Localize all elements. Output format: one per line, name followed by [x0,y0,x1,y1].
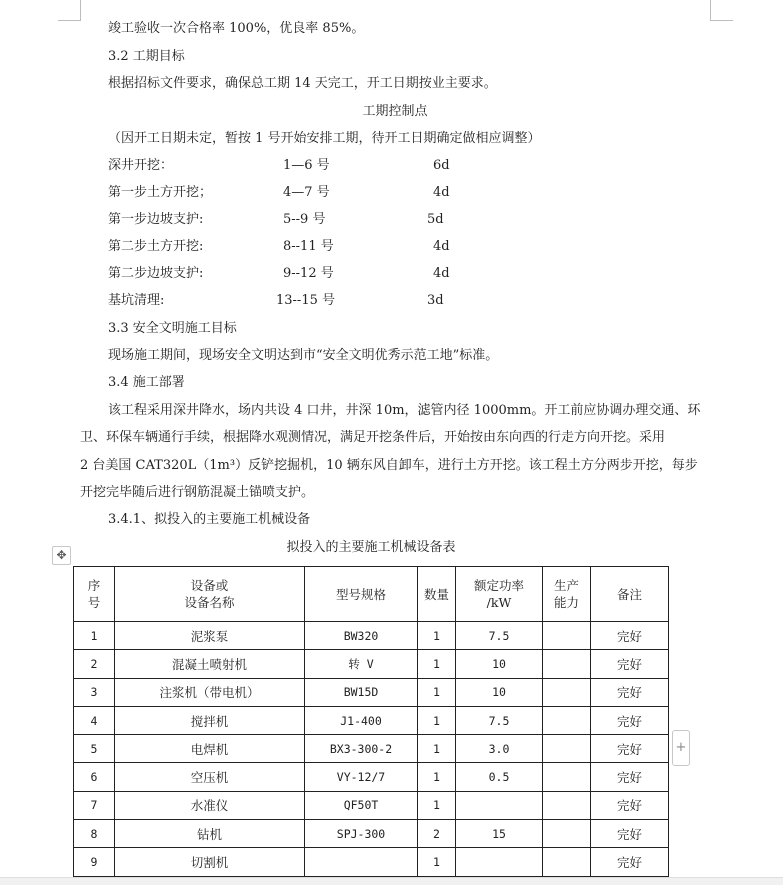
schedule-days: 1—6 号 [283,158,330,173]
cell-name: 切割机 [115,848,305,876]
heading-deployment: 3.4 施工部署 [108,375,185,390]
cell-no: 8 [74,820,115,848]
schedule-days: 4—7 号 [283,185,330,200]
cell-remark: 完好 [591,706,669,734]
cell-capacity [543,706,591,734]
cell-name: 水准仪 [115,791,305,819]
cell-qty: 1 [418,706,456,734]
table-row [74,848,669,876]
cell-remark: 完好 [591,763,669,791]
col-header-model: 型号规格 [305,567,418,622]
col-header-no: 序 号 [74,567,115,622]
deployment-paragraph-line: 2 台美国 CAT320L（1m³）反铲挖掘机，10 辆东风自卸车，进行土方开挖。该工程土方分两步开挖，每步 [80,458,698,473]
cell-capacity [543,820,591,848]
cell-power: 10 [456,678,543,706]
cell-no: 2 [74,650,115,678]
table-row [74,763,669,791]
cell-remark: 完好 [591,848,669,876]
cell-model: VY-12/7 [305,763,418,791]
cell-model: BW15D [305,678,418,706]
cell-qty: 1 [418,791,456,819]
cell-no: 6 [74,763,115,791]
safety-paragraph: 现场施工期间，现场安全文明达到市“安全文明优秀示范工地”标准。 [108,348,499,363]
schedule-days: 8--11 号 [283,239,334,254]
cell-capacity [543,650,591,678]
schedule-days: 9--12 号 [283,266,334,281]
heading-equipment: 3.4.1、拟投入的主要施工机械设备 [108,512,311,527]
deployment-paragraph-line: 开挖完毕随后进行钢筋混凝土锚喷支护。 [80,485,315,500]
schedule-task: 基坑清理: [108,293,165,308]
page-margin-corner-right [710,0,733,21]
cell-name: 搅拌机 [115,706,305,734]
schedule-paragraph: 根据招标文件要求，确保总工期 14 天完工，开工日期按业主要求。 [108,76,497,91]
cell-power [456,848,543,876]
schedule-title: 工期控制点 [362,104,428,119]
cell-remark: 完好 [591,678,669,706]
deployment-paragraph-line: 卫、环保车辆通行手续，根据降水观测情况，满足开挖条件后，开始按由东向西的行走方向开挖。采用 [80,430,666,445]
cell-remark: 完好 [591,791,669,819]
deployment-paragraph-line: 该工程采用深井降水，场内共设 4 口井，井深 10m，滤管内径 1000mm。开工前应协调办理交通、环 [108,403,701,418]
schedule-duration: 4d [433,266,450,281]
table-row [74,622,669,650]
cell-model: BW320 [305,622,418,650]
move-arrows-icon[interactable]: ✥ [52,546,71,565]
schedule-duration: 6d [433,158,450,173]
plus-icon[interactable]: + [672,730,690,766]
table-row [74,820,669,848]
cell-power: 10 [456,650,543,678]
schedule-task: 深井开挖： [108,158,174,173]
cell-no: 9 [74,848,115,876]
table-row [74,791,669,819]
heading-schedule-goal: 3.2 工期目标 [108,49,185,64]
cell-capacity [543,763,591,791]
schedule-days: 5--9 号 [283,212,326,227]
col-header-capacity: 生产 能力 [543,567,591,622]
schedule-task: 第二步土方开挖: [108,239,204,254]
cell-no: 5 [74,735,115,763]
col-header-power: 额定功率 /kW [456,567,543,622]
table-row [74,706,669,734]
cell-qty: 1 [418,735,456,763]
schedule-duration: 5d [427,212,444,227]
schedule-duration: 3d [427,293,444,308]
acceptance-rate-line: 竣工验收一次合格率 100%，优良率 85%。 [108,21,365,36]
cell-remark: 完好 [591,650,669,678]
schedule-duration: 4d [433,185,450,200]
cell-no: 4 [74,706,115,734]
cell-model [305,848,418,876]
cell-qty: 1 [418,678,456,706]
cell-qty: 1 [418,848,456,876]
cell-name: 钻机 [115,820,305,848]
col-header-name: 设备或 设备名称 [115,567,305,622]
cell-name: 泥浆泵 [115,622,305,650]
cell-power [456,791,543,819]
cell-power: 3.0 [456,735,543,763]
schedule-task: 第一步土方开挖； [108,185,213,200]
table-row [74,735,669,763]
cell-power: 15 [456,820,543,848]
cell-model: BX3-300-2 [305,735,418,763]
cell-remark: 完好 [591,622,669,650]
schedule-note: （因开工日期未定，暂按 1 号开始安排工期，待开工日期确定做相应调整） [108,131,541,146]
cell-power: 7.5 [456,706,543,734]
cell-no: 7 [74,791,115,819]
cell-capacity [543,678,591,706]
schedule-task: 第一步边坡支护: [108,212,204,227]
col-header-qty: 数量 [418,567,456,622]
table-row [74,678,669,706]
schedule-duration: 4d [433,239,450,254]
cell-capacity [543,622,591,650]
cell-name: 注浆机（带电机） [115,678,305,706]
cell-model: 转 V [305,650,418,678]
cell-name: 电焊机 [115,735,305,763]
cell-capacity [543,735,591,763]
cell-model: QF50T [305,791,418,819]
cell-power: 0.5 [456,763,543,791]
cell-name: 空压机 [115,763,305,791]
page-margin-corner-left [58,0,81,21]
cell-no: 3 [74,678,115,706]
equipment-table-title: 拟投入的主要施工机械设备表 [286,540,456,555]
heading-safety-goal: 3.3 安全文明施工目标 [108,321,237,336]
cell-qty: 1 [418,763,456,791]
cell-model: J1-400 [305,706,418,734]
col-header-remark: 备注 [591,567,669,622]
cell-model: SPJ-300 [305,820,418,848]
schedule-days: 13--15 号 [276,293,336,308]
cell-capacity [543,791,591,819]
cell-capacity [543,848,591,876]
cell-remark: 完好 [591,735,669,763]
cell-qty: 2 [418,820,456,848]
table-header-row [74,567,669,622]
cell-no: 1 [74,622,115,650]
cell-power: 7.5 [456,622,543,650]
cell-remark: 完好 [591,820,669,848]
table-row [74,650,669,678]
cell-name: 混凝土喷射机 [115,650,305,678]
schedule-task: 第二步边坡支护: [108,266,204,281]
equipment-table [73,566,669,877]
cell-qty: 1 [418,650,456,678]
cell-qty: 1 [418,622,456,650]
